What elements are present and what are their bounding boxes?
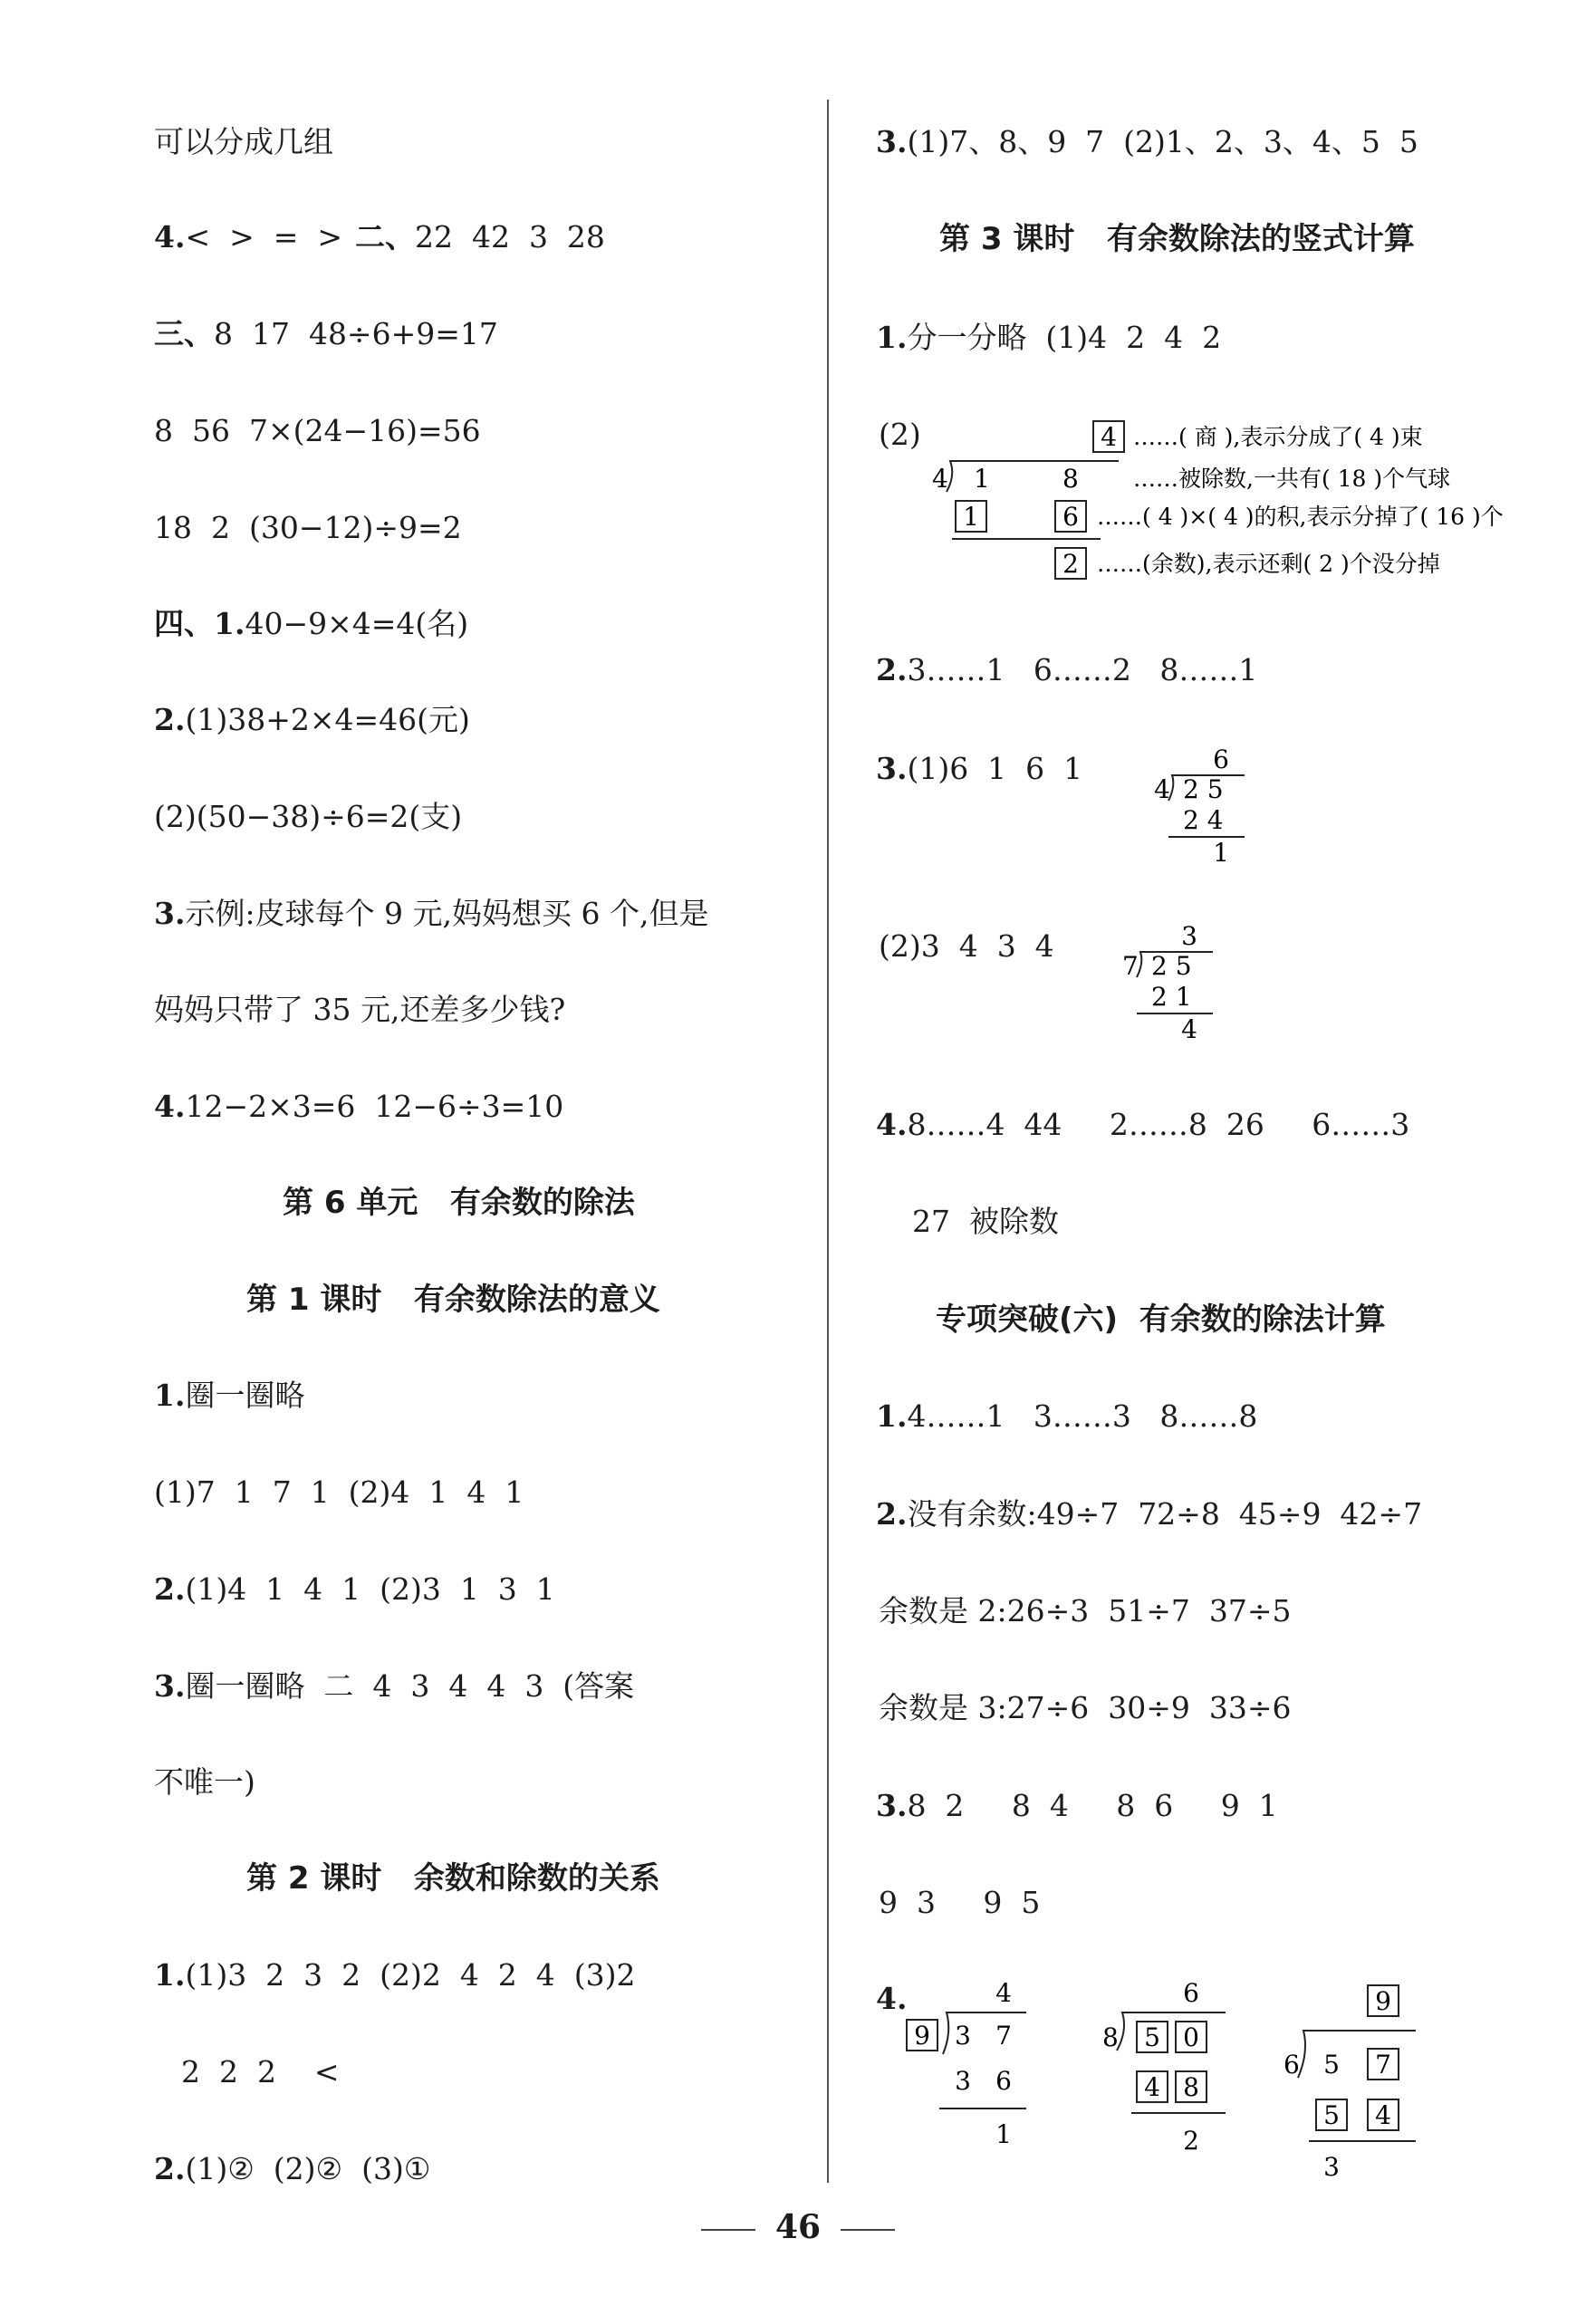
unit-heading: 第 6 单元 有余数的除法 [283,1185,635,1221]
product-digits: 2 1 [1151,982,1192,1012]
text-line: 1.(1)3 2 3 2 (2)2 4 2 4 (3)2 [154,1957,636,1993]
remainder-digit: 4 [1181,1014,1197,1044]
text-line: 3.8 2 8 4 8 6 9 1 [876,1788,1278,1823]
lesson-heading: 第 1 课时 有余数除法的意义 [246,1282,660,1318]
long-division-c [901,1974,1028,2156]
dividend-digit: 0 [1183,2022,1199,2052]
remainder-digit: 1 [995,2119,1012,2149]
text-line: 27 被除数 [912,1204,1059,1239]
dividend-digit: 8 [1062,464,1079,494]
column-divider [827,100,829,2183]
text-line: 可以分成几组 [154,124,333,159]
product-digit: 6 [995,2066,1012,2096]
text-line: 1.圈一圈略 [154,1378,305,1413]
product-digits: 2 4 [1183,805,1224,835]
text-line: 3.(1)7、8、9 7 (2)1、2、3、4、5 5 [876,124,1418,159]
text-line: 3.圈一圈略 二 4 3 4 4 3 (答案 [154,1668,635,1704]
long-division-d [1101,1974,1227,2165]
quotient-digit: 6 [1213,744,1229,774]
text-line: 4.12−2×3=6 12−6÷3=10 [154,1089,564,1124]
divisor-digit: 4 [932,464,948,494]
remainder-digit: 2 [1183,2126,1199,2156]
text-line: 2.(1)4 1 4 1 (2)3 1 3 1 [154,1571,555,1607]
dividend-digit: 7 [1375,2050,1391,2080]
text-line: 四、1.40−9×4=4(名) [154,606,469,641]
quotient-digit: 6 [1183,1978,1199,2008]
dividend-digits: 2 5 [1183,774,1224,804]
dividend-digit: 3 [955,2021,971,2051]
division-bracket [1117,2012,1226,2051]
quotient-digit: 4 [1101,422,1117,452]
text-line: 1.分一分略 (1)4 2 4 2 [876,320,1222,355]
quotient-digit: 3 [1181,921,1197,951]
long-division-e [1282,1974,1418,2192]
text-line: 3.(1)6 1 6 1 [876,751,1083,786]
product-digit: 8 [1183,2072,1199,2102]
product-digit: 4 [1375,2100,1391,2130]
text-line: 不唯一) [154,1764,255,1800]
text-line: 余数是 3:27÷6 30÷9 33÷6 [879,1690,1292,1725]
product-digit: 3 [955,2066,971,2096]
product-digit: 5 [1323,2100,1340,2130]
quotient-digit: 9 [1375,1986,1391,2016]
text-line: 2.3……1 6……2 8……1 [876,652,1258,687]
dividend-digit: 5 [1144,2022,1160,2052]
long-division-b [1119,919,1227,1046]
divisor-digit: 8 [1102,2022,1119,2052]
divisor-digit: 6 [1284,2050,1300,2080]
text-line: 8 56 7×(24−16)=56 [154,413,481,448]
annotation-dividend: ……被除数,一共有( 18 )个气球 [1133,466,1451,492]
text-line: (1)7 1 7 1 (2)4 1 4 1 [154,1474,524,1510]
divisor-digit: 9 [914,2021,930,2051]
divisor-digit: 7 [1122,951,1139,981]
text-line: (2)3 4 3 4 [879,928,1054,964]
remainder-digit: 3 [1323,2152,1340,2182]
text-line: 余数是 2:26÷3 51÷7 37÷5 [879,1593,1292,1628]
text-line: 4. [876,1981,908,2016]
annotated-division-diagram [919,412,1508,593]
text-line: 2.(1)38+2×4=46(元) [154,702,470,737]
text-line: 4.8……4 44 2……8 26 6……3 [876,1107,1410,1142]
lesson-heading: 第 2 课时 余数和除数的关系 [246,1860,660,1897]
text-line: 2 2 2 < [181,2054,340,2089]
text-line: 18 2 (30−12)÷9=2 [154,510,462,545]
text-line: 三、8 17 48÷6+9=17 [154,316,498,351]
dividend-digits: 2 5 [1151,951,1192,981]
division-bracket [947,461,1119,492]
product-digit: 1 [963,502,979,532]
annotation-product: ……( 4 )×( 4 )的积,表示分掉了( 16 )个 [1097,504,1504,530]
dividend-digit: 5 [1323,2050,1340,2080]
dividend-digit: 1 [974,464,990,494]
text-line: 2.(1)② (2)② (3)① [154,2151,431,2186]
quotient-digit: 4 [995,1978,1012,2008]
text-line: 2.没有余数:49÷7 72÷8 45÷9 42÷7 [876,1496,1423,1532]
text-line: 1.4……1 3……3 8……8 [876,1398,1258,1434]
text-line: (2)(50−38)÷6=2(支) [154,799,463,834]
text-line: 妈妈只带了 35 元,还差多少钱? [154,992,566,1027]
annotation-quotient: ……( 商 ),表示分成了( 4 )束 [1133,424,1423,450]
dividend-digit: 7 [995,2021,1012,2051]
text-line: 4.< > = > 二、22 42 3 28 [154,219,605,255]
special-heading: 专项突破(六) 有余数的除法计算 [936,1302,1386,1338]
annotation-remainder: ……(余数),表示还剩( 2 )个没分掉 [1097,551,1440,577]
long-division-a [1150,743,1259,869]
lesson-heading: 第 3 课时 有余数除法的竖式计算 [939,221,1415,257]
remainder-digit: 2 [1062,549,1079,579]
text-line: (2) [879,417,921,452]
text-line: 9 3 9 5 [879,1885,1041,1920]
divisor-digit: 4 [1154,774,1170,804]
product-digit: 4 [1144,2072,1160,2102]
product-digit: 6 [1062,502,1079,532]
page-number: 46 [0,2208,1596,2246]
remainder-digit: 1 [1213,838,1229,868]
text-line: 3.示例:皮球每个 9 元,妈妈想买 6 个,但是 [154,896,709,931]
